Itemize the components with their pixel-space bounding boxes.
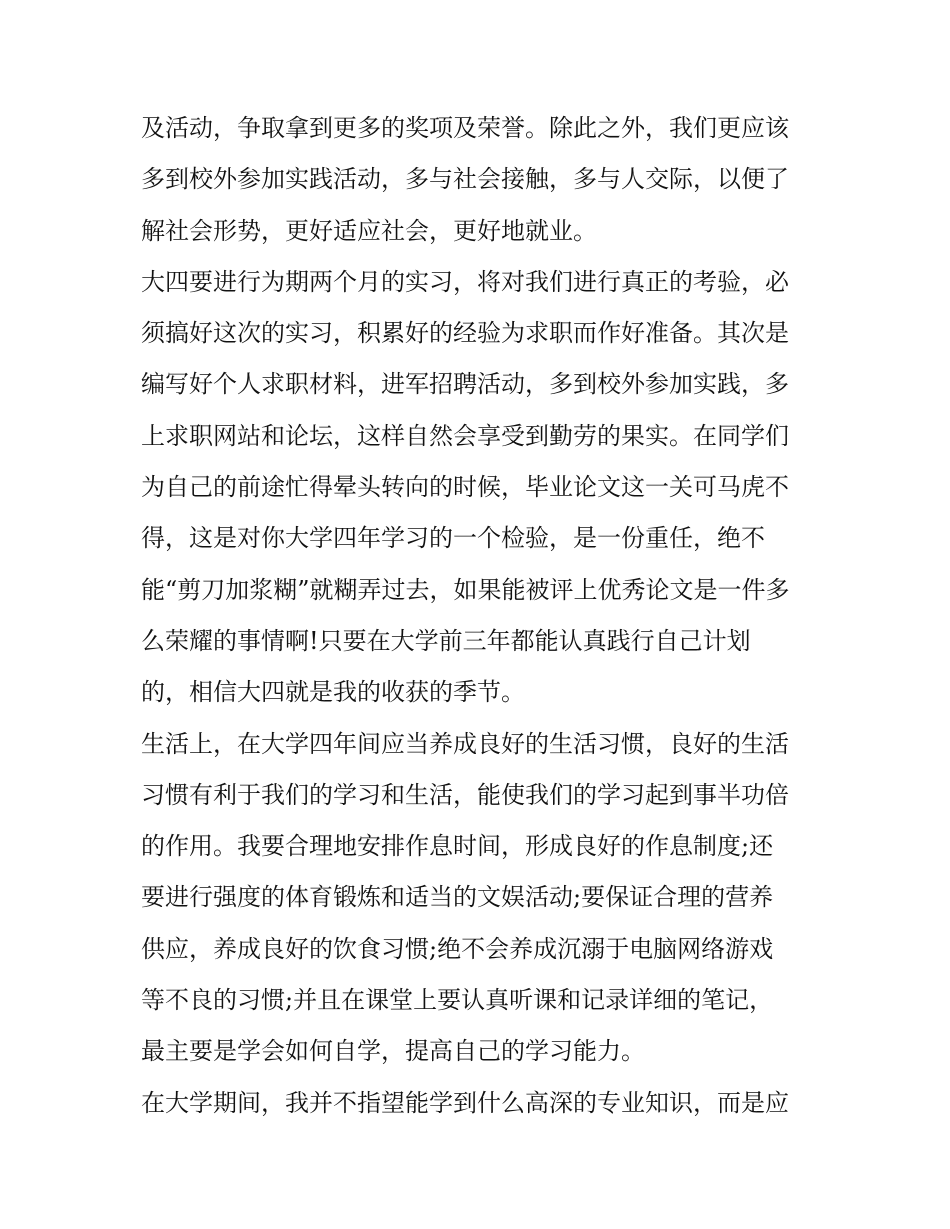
text-line: 大四要进行为期两个月的实习，将对我们进行真正的考验，必 <box>141 267 789 296</box>
text-line: 多到校外参加实践活动，多与社会接触，多与人交际，以便了 <box>141 165 789 194</box>
text-line: 在大学期间，我并不指望能学到什么高深的专业知识，而是应 <box>141 1088 789 1117</box>
text-line: 解社会形势，更好适应社会，更好地就业。 <box>141 216 597 245</box>
text-line: 编写好个人求职材料，进军招聘活动，多到校外参加实践，多 <box>141 370 789 399</box>
text-line: 么荣耀的事情啊!只要在大学前三年都能认真践行自己计划 <box>141 626 751 655</box>
text-line: 要进行强度的体育锻炼和适当的文娱活动;要保证合理的营养 <box>141 883 774 912</box>
text-line: 及活动，争取拿到更多的奖项及荣誉。除此之外，我们更应该 <box>141 114 789 142</box>
text-line: 生活上，在大学四年间应当养成良好的生活习惯，良好的生活 <box>141 729 789 758</box>
text-line: 等不良的习惯;并且在课堂上要认真听课和记录详细的笔记， <box>141 986 774 1015</box>
document-body <box>141 103 821 1129</box>
text-line: 习惯有利于我们的学习和生活，能使我们的学习起到事半功倍 <box>141 780 789 809</box>
text-line: 供应，养成良好的饮食习惯;绝不会养成沉溺于电脑网络游戏 <box>141 934 774 963</box>
text-line: 最主要是学会如何自学，提高自己的学习能力。 <box>141 1037 645 1066</box>
text-line: 为自己的前途忙得晕头转向的时候，毕业论文这一关可马虎不 <box>141 473 789 502</box>
text-line: 的作用。我要合理地安排作息时间，形成良好的作息制度;还 <box>141 832 774 861</box>
text-line: 须搞好这次的实习，积累好的经验为求职而作好准备。其次是 <box>141 319 789 348</box>
text-line: 的，相信大四就是我的收获的季节。 <box>141 678 525 707</box>
text-line: 得，这是对你大学四年学习的一个检验，是一份重任，绝不 <box>141 524 765 553</box>
text-line: 能“剪刀加浆糊”就糊弄过去，如果能被评上优秀论文是一件多 <box>141 575 790 604</box>
text-line: 上求职网站和论坛，这样自然会享受到勤劳的果实。在同学们 <box>141 421 789 450</box>
